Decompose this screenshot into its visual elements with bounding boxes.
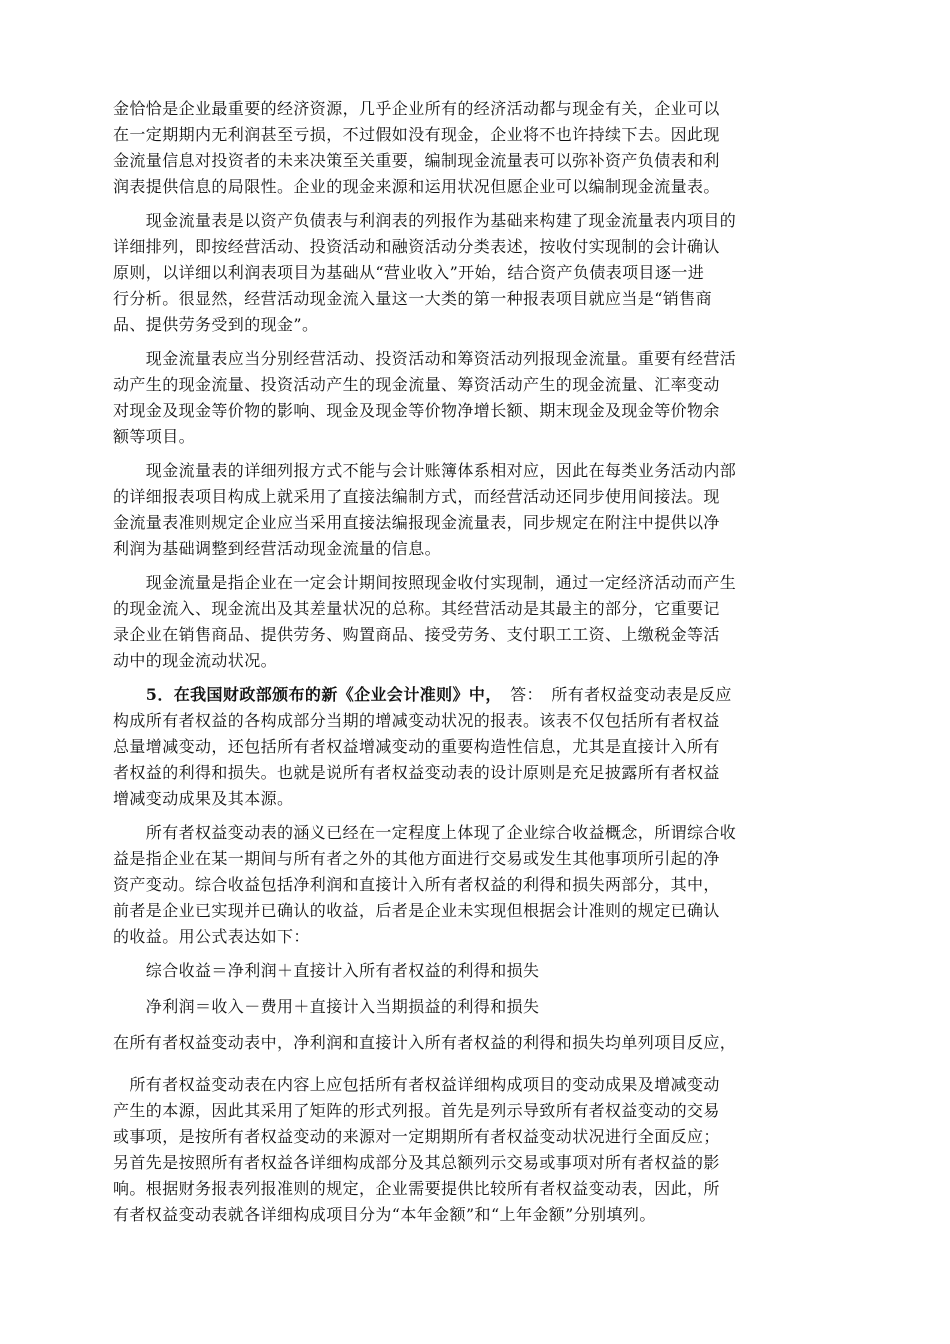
text-line: 总量增减变动，还包括所有者权益增减变动的重要构造性信息，尤其是直接计入所有: [113, 737, 720, 756]
text-line: 有者权益变动表就各详细构成项目分为“本年金额”和“上年金额”分别填列。: [113, 1205, 656, 1224]
text-line: 现金流量表的详细列报方式不能与会计账簿体系相对应，因此在每类业务活动内部: [113, 461, 737, 480]
text-line: 对现金及现金等价物的影响、现金及现金等价物净增长额、期末现金及现金等价物余: [113, 401, 720, 420]
text-line: 额等项目。: [113, 427, 196, 446]
text-line: 构成所有者权益的各构成部分当期的增减变动状况的报表。该表不仅包括所有者权益: [113, 711, 720, 730]
text-line: 或事项，是按所有者权益变动的来源对一定期期所有者权益变动状况进行全面反应；: [113, 1127, 720, 1146]
text-line: 动中的现金流动状况。: [113, 651, 278, 670]
text-line: 的现金流入、现金流出及其差量状况的总称。其经营活动是其最主的部分，它重要记: [113, 599, 720, 618]
text-line: 增减变动成果及其本源。: [113, 789, 294, 808]
text-line: 详细排列，即按经营活动、投资活动和融资活动分类表述，按收付实现制的会计确认: [113, 237, 720, 256]
text-line: 资产变动。综合收益包括净利润和直接计入所有者权益的利得和损失两部分，其中，: [113, 875, 720, 894]
text-line: 产生的本源，因此其采用了矩阵的形式列报。首先是列示导致所有者权益变动的交易: [113, 1101, 720, 1120]
answer-start: 答： 所有者权益变动表是反应: [493, 685, 732, 704]
text-line: 所有者权益变动表在内容上应包括所有者权益详细构成项目的变动成果及增减变动: [113, 1075, 720, 1094]
paragraph-cash-flow-activities: [113, 346, 838, 450]
paragraph-comprehensive-income: [113, 820, 838, 950]
text-line: 前者是企业已实现并已确认的收益，后者是企业未实现但根据会计准则的规定已确认: [113, 901, 720, 920]
text-line: 现金流量表应当分别经营活动、投资活动和筹资活动列报现金流量。重要有经营活: [113, 349, 737, 368]
text-line: 润表提供信息的局限性。企业的现金来源和运用状况但愿企业可以编制现金流量表。: [113, 177, 720, 196]
formula-net-profit: [113, 994, 838, 1020]
paragraph-direct-method: [113, 458, 838, 562]
paragraph-cash-importance: [113, 96, 838, 200]
paragraph-cash-flow-basis: [113, 208, 838, 338]
text-line: 者权益的利得和损失。也就是说所有者权益变动表的设计原则是充足披露所有者权益: [113, 763, 720, 782]
text-line: 行分析。很显然，经营活动现金流入量这一大类的第一种报表项目就应当是“销售商: [113, 289, 712, 308]
paragraph-question-5-answer: [113, 682, 838, 812]
text-line: 原则，以详细以利润表项目为基础从“营业收入”开始，结合资产负债表项目逐一进: [113, 263, 705, 282]
text-line: 金流量信息对投资者的未来决策至关重要，编制现金流量表可以弥补资产负债表和利: [113, 151, 720, 170]
paragraph-separate-items: [113, 1030, 838, 1056]
text-line: 动产生的现金流量、投资活动产生的现金流量、筹资活动产生的现金流量、汇率变动: [113, 375, 720, 394]
text-line: 的收益。用公式表达如下：: [113, 927, 310, 946]
text-line: 品、提供劳务受到的现金”。: [113, 315, 319, 334]
question-heading: 5．在我国财政部颁布的新《企业会计准则》中，: [113, 685, 494, 704]
text-line: 现金流量表是以资产负债表与利润表的列报作为基础来构建了现金流量表内项目的: [113, 211, 737, 230]
text-line: 所有者权益变动表的涵义已经在一定程度上体现了企业综合收益概念，所谓综合收: [113, 823, 737, 842]
text-line: 在一定期期内无利润甚至亏损，不过假如没有现金，企业将不也许持续下去。因此现: [113, 125, 720, 144]
paragraph-cash-flow-definition: [113, 570, 838, 674]
text-line: 响。根据财务报表列报准则的规定，企业需要提供比较所有者权益变动表，因此，所: [113, 1179, 720, 1198]
question-line: [113, 682, 838, 708]
text-line: 录企业在销售商品、提供劳务、购置商品、接受劳务、支付职工工资、上缴税金等活: [113, 625, 720, 644]
text-line: 另首先是按照所有者权益各详细构成部分及其总额列示交易或事项对所有者权益的影: [113, 1153, 720, 1172]
formula-line: 综合收益＝净利润＋直接计入所有者权益的利得和损失: [113, 961, 540, 980]
text-line: 金恰恰是企业最重要的经济资源，几乎企业所有的经济活动都与现金有关，企业可以: [113, 99, 720, 118]
text-line: 在所有者权益变动表中，净利润和直接计入所有者权益的利得和损失均单列项目反应，: [113, 1033, 737, 1052]
text-line: 的详细报表项目构成上就采用了直接法编制方式，而经营活动还同步使用间接法。现: [113, 487, 720, 506]
formula-line: 净利润＝收入－费用＋直接计入当期损益的利得和损失: [113, 997, 540, 1016]
text-line: 利润为基础调整到经营活动现金流量的信息。: [113, 539, 442, 558]
text-line: 益是指企业在某一期间与所有者之外的其他方面进行交易或发生其他事项所引起的净: [113, 849, 720, 868]
text-line: 现金流量是指企业在一定会计期间按照现金收付实现制，通过一定经济活动而产生: [113, 573, 737, 592]
text-line: 金流量表准则规定企业应当采用直接法编报现金流量表，同步规定在附注中提供以净: [113, 513, 720, 532]
formula-comprehensive-income: [113, 958, 838, 984]
paragraph-matrix-format: [113, 1072, 838, 1228]
